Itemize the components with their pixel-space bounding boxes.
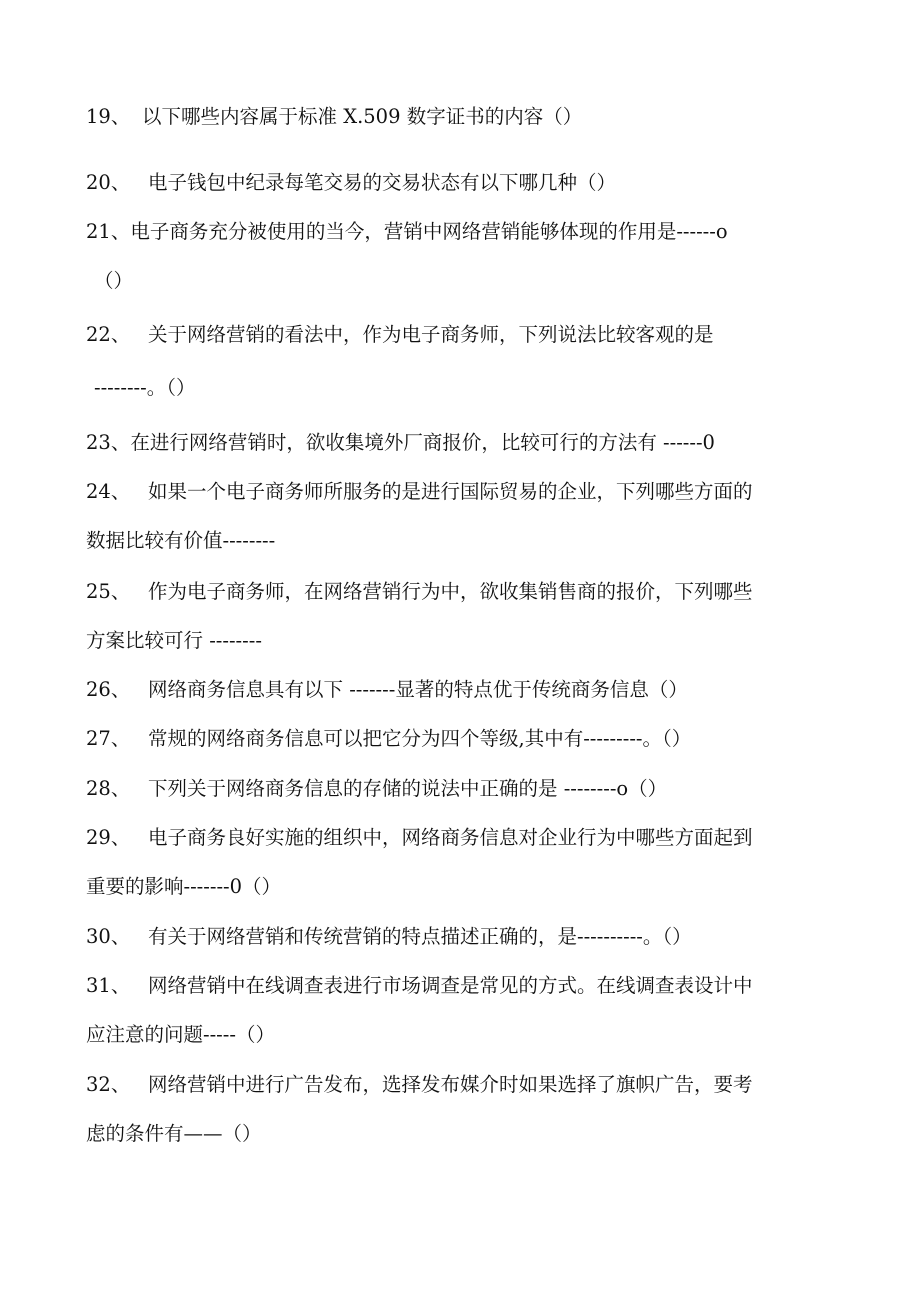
question-22 xyxy=(86,310,831,412)
question-number: 26、 xyxy=(86,678,131,701)
question-number: 20、 xyxy=(86,171,131,194)
question-24 xyxy=(86,467,831,565)
question-19 xyxy=(86,92,831,141)
question-text: 电子钱包中纪录每笔交易的交易状态有以下哪几种（） xyxy=(148,171,617,194)
question-text-continued: （） xyxy=(94,269,134,292)
question-number: 19、 xyxy=(86,105,131,128)
question-number: 27、 xyxy=(86,727,131,750)
question-20 xyxy=(86,158,831,207)
question-32 xyxy=(86,1060,831,1158)
question-23 xyxy=(86,418,831,467)
question-text-continued: 虑的条件有——（） xyxy=(86,1122,262,1145)
question-text: 网络营销中进行广告发布，选择发布媒介时如果选择了旗帜广告，要考 xyxy=(148,1073,753,1096)
question-text-continued: --------。（） xyxy=(94,376,196,399)
question-text: 在进行网络营销时，欲收集境外厂商报价，比较可行的方法有 ------0 xyxy=(130,431,715,454)
question-text-continued: 数据比较有价值-------- xyxy=(86,529,276,552)
question-text: 电子商务良好实施的组织中，网络商务信息对企业行为中哪些方面起到 xyxy=(148,826,753,849)
question-text: 如果一个电子商务师所服务的是进行国际贸易的企业，下列哪些方面的 xyxy=(148,480,753,503)
question-29 xyxy=(86,813,831,911)
question-number: 24、 xyxy=(86,480,131,503)
question-text: 网络营销中在线调查表进行市场调查是常见的方式。在线调查表设计中 xyxy=(148,974,753,997)
question-30 xyxy=(86,912,831,961)
question-text: 网络商务信息具有以下 -------显著的特点优于传统商务信息（） xyxy=(148,678,688,701)
question-number: 25、 xyxy=(86,580,131,603)
question-28 xyxy=(86,764,831,813)
question-26 xyxy=(86,665,831,714)
question-text: 下列关于网络商务信息的存储的说法中正确的是 --------o（） xyxy=(148,777,668,800)
question-number: 29、 xyxy=(86,826,131,849)
question-31 xyxy=(86,961,831,1059)
question-number: 31、 xyxy=(86,974,131,997)
question-text: 以下哪些内容属于标准 X.509 数字证书的内容（） xyxy=(142,105,583,128)
question-number: 22、 xyxy=(86,323,131,346)
question-number: 30、 xyxy=(86,925,131,948)
question-25 xyxy=(86,567,831,665)
question-number: 23、 xyxy=(86,431,131,454)
question-text: 常规的网络商务信息可以把它分为四个等级,其中有---------。（） xyxy=(148,727,692,750)
question-text-continued: 应注意的问题-----（） xyxy=(86,1023,275,1046)
question-number: 21、 xyxy=(86,220,131,243)
question-text-continued: 重要的影响-------0（） xyxy=(86,875,282,898)
question-text: 作为电子商务师，在网络营销行为中，欲收集销售商的报价，下列哪些 xyxy=(148,580,753,603)
question-text: 有关于网络营销和传统营销的特点描述正确的，是----------。（） xyxy=(148,925,692,948)
question-27 xyxy=(86,714,831,763)
question-number: 32、 xyxy=(86,1073,131,1096)
question-text: 电子商务充分被使用的当今，营销中网络营销能够体现的作用是------o xyxy=(130,220,728,243)
question-text-continued: 方案比较可行 -------- xyxy=(86,629,262,652)
question-text: 关于网络营销的看法中，作为电子商务师，下列说法比较客观的是 xyxy=(148,323,714,346)
question-21 xyxy=(86,207,831,305)
question-number: 28、 xyxy=(86,777,131,800)
